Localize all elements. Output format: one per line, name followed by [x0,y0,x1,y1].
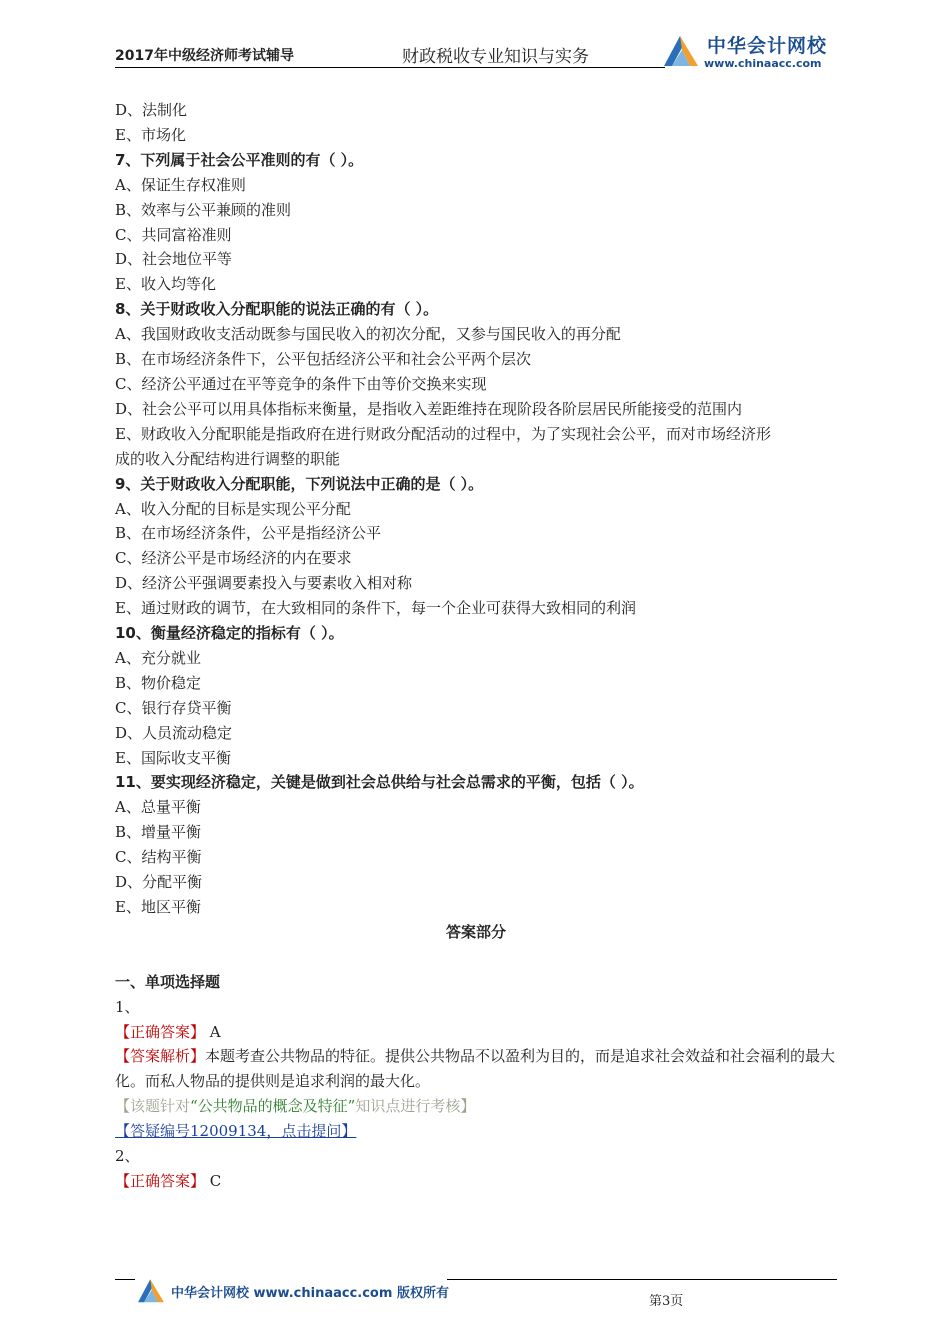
spacer [115,945,837,970]
header-rule [115,67,665,68]
brand-logo [660,28,840,73]
answer-number: 1、 [115,997,140,1016]
correct-answer-label: 【正确答案】 [115,1171,206,1190]
answer-option: C、共同富裕准则 [115,225,232,244]
logo-url: www.chinaacc.com [704,57,822,70]
question-stem: 9、关于财政收入分配职能，下列说法中正确的是（ ）。 [115,474,484,493]
answer-analysis-text: 本题考查公共物品的特征。提供公共物品不以盈利为目的，而是追求社会效益和社会福利的最大化。而私人物品的提供则是追求利润的最大化。 [115,1047,836,1091]
answer-number: 2、 [115,1147,140,1166]
page-header [115,28,837,68]
knowledge-point-suffix: 知识点进行考核】 [355,1097,476,1116]
answer-option: B、在市场经济条件，公平是指经济公平 [115,524,382,543]
correct-answer-label: 【正确答案】 [115,1022,206,1041]
answer-option: B、增量平衡 [115,823,202,842]
answer-option: E、收入均等化 [115,275,216,294]
knowledge-point-topic: “公共物品的概念及特征” [190,1097,356,1116]
footer-copyright: 中华会计网校 www.chinaacc.com 版权所有 [171,1286,449,1301]
page-number: 第3页 [649,1294,684,1309]
answer-option: A、我国财政收支活动既参与国民收入的初次分配，又参与国民收入的再分配 [115,325,621,344]
answer-option: C、结构平衡 [115,848,202,867]
question-stem: 7、下列属于社会公平准则的有（ ）。 [115,150,364,169]
question-stem: 8、关于财政收入分配职能的说法正确的有（ ）。 [115,300,439,319]
question-list [115,98,837,920]
answer-option: D、分配平衡 [115,873,203,892]
correct-answer-value: A [205,1022,221,1041]
knowledge-point-prefix: 【该题针对 [115,1097,191,1116]
question-stem: 10、衡量经济稳定的指标有（ ）。 [115,624,344,643]
answer-option: D、人员流动稳定 [115,723,233,742]
answer-option: 成的收入分配结构进行调整的职能 [115,449,341,468]
header-exam-title: 2017年中级经济师考试辅导 [115,48,294,64]
answer-analysis [115,1044,837,1094]
logo-name: 中华会计网校 [707,35,828,57]
answer-option: D、社会地位平等 [115,250,233,269]
answer-option: D、经济公平强调要素投入与要素收入相对称 [115,574,413,593]
answer-option: D、社会公平可以用具体指标来衡量，是指收入差距维持在现阶段各阶层居民所能接受的范围内 [115,399,743,418]
answer-option: D、法制化 [115,101,188,119]
answer-option: C、经济公平通过在平等竞争的条件下由等价交换来实现 [115,374,487,393]
answer-section-title: 答案部分 [445,922,506,941]
footer-rule-left [115,1279,135,1280]
answer-option: E、地区平衡 [115,898,201,916]
answer-option: A、充分就业 [115,648,201,667]
answer-option: E、财政收入分配职能是指政府在进行财政分配活动的过程中，为了实现社会公平，而对市场经济形 [115,424,771,443]
ask-question-link[interactable]: 【答疑编号12009134，点击提问】 [115,1122,357,1141]
footer-logo-icon [135,1276,167,1304]
answer-option: C、经济公平是市场经济的内在要求 [115,549,352,568]
logo-triangle-icon [660,32,702,68]
page-footer [115,1268,837,1308]
answer-option: A、收入分配的目标是实现公平分配 [115,499,351,518]
answer-option: E、通过财政的调节，在大致相同的条件下，每一个企业可获得大致相同的利润 [115,599,636,618]
single-choice-title: 一、单项选择题 [115,972,221,991]
correct-answer-line [115,1020,837,1045]
page-content [115,98,837,1194]
correct-answer-value: C [205,1171,222,1190]
answer-option: B、效率与公平兼顾的准则 [115,200,292,219]
footer-rule-right [447,1279,837,1280]
answer-option: A、保证生存权准则 [115,175,246,194]
correct-answer-line [115,1169,837,1194]
answer-option: A、总量平衡 [115,798,201,817]
answer-option: C、银行存贷平衡 [115,698,232,717]
answer-option: E、市场化 [115,125,186,144]
header-subject-title: 财政税收专业知识与实务 [402,47,589,67]
answer-analysis-label: 【答案解析】 [115,1047,206,1066]
question-link-line [115,1119,837,1144]
question-stem: 11、要实现经济稳定，关键是做到社会总供给与社会总需求的平衡，包括（ ）。 [115,773,644,792]
answer-option: B、物价稳定 [115,673,202,692]
knowledge-point-note [115,1094,837,1119]
answer-option: B、在市场经济条件下，公平包括经济公平和社会公平两个层次 [115,350,532,369]
answer-option: E、国际收支平衡 [115,748,231,767]
